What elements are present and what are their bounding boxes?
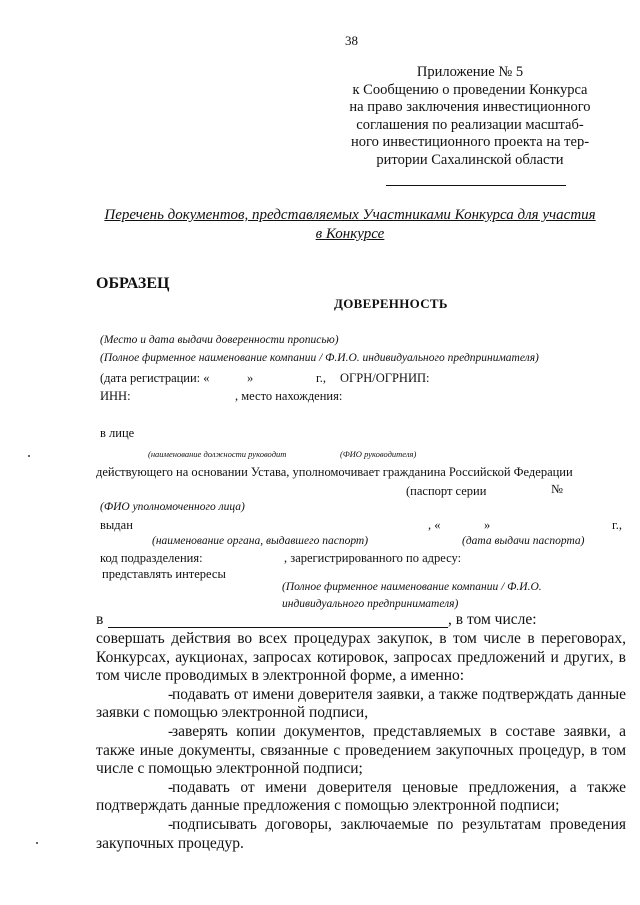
represented-company-hint-2: индивидуального предпринимателя)	[282, 598, 459, 610]
list-dash: -	[168, 778, 174, 796]
issue-date-open: , «	[428, 518, 441, 532]
appendix-line: ного инвестиционного проекта на тер-	[350, 134, 590, 151]
power-item	[96, 779, 626, 816]
passport-number-label: №	[551, 482, 563, 496]
in-organization-prefix: в	[96, 611, 104, 628]
acting-basis-text: действующего на основании Устава, уполномочивает гражданина Российской Федерации	[96, 465, 573, 479]
head-position-hint: (наименование должности руководит	[148, 449, 287, 459]
sample-label: ОБРАЗЕЦ	[96, 275, 170, 292]
place-date-hint: (Место и дата выдачи доверенности прописью)	[100, 334, 339, 346]
registration-date-close: »	[247, 371, 254, 385]
appendix-signature-line	[386, 185, 566, 186]
organization-blank-line	[108, 627, 448, 628]
list-title	[70, 206, 630, 244]
in-person-label: в лице	[100, 426, 135, 440]
power-item	[96, 686, 626, 723]
list-dash: -	[168, 685, 174, 703]
scan-speck	[28, 455, 30, 457]
list-title-line2: в Конкурсе	[315, 226, 385, 242]
power-item	[96, 816, 626, 853]
appendix-header	[330, 64, 610, 170]
head-name-hint: (ФИО руководителя)	[340, 449, 417, 459]
location-label: , место нахождения:	[235, 389, 343, 403]
power-item-text: подавать от имени доверителя заявки, а также подтверждать данные заявки с помощью электронной подписи,	[96, 685, 626, 722]
document-title: ДОВЕРЕННОСТЬ	[334, 296, 448, 311]
appendix-line: ритории Сахалинской области	[376, 151, 564, 168]
issue-year-label: г.,	[612, 518, 622, 532]
ogrn-label: ОГРН/ОГРНИП:	[340, 371, 430, 385]
registration-year-label: г.,	[316, 371, 326, 385]
list-title-line1: Перечень документов, представляемых Участниками Конкурса для участия	[104, 207, 596, 223]
appendix-line: Приложение № 5	[416, 64, 524, 80]
issuer-org-hint: (наименование органа, выдавшего паспорт)	[152, 535, 369, 547]
represented-company-hint-1: (Полное фирменное наименование компании / Ф.И.О.	[282, 581, 542, 593]
powers-text	[96, 630, 626, 853]
issued-label: выдан	[100, 518, 133, 532]
passport-series-label: (паспорт серии	[406, 484, 487, 498]
power-item-text: подавать от имени доверителя ценовые предложения, а также подтверждать данные предложения с помощью электронной подписи;	[96, 778, 626, 815]
scan-speck	[36, 842, 38, 844]
registration-date-label: (дата регистрации: «	[100, 371, 210, 385]
issue-date-hint: (дата выдачи паспорта)	[462, 535, 585, 547]
page-number: 38	[345, 33, 358, 48]
power-item	[96, 723, 626, 779]
appendix-line: соглашения по реализации масштаб-	[356, 116, 584, 133]
appendix-line: на право заключения инвестиционного	[349, 99, 591, 116]
list-dash: -	[168, 815, 174, 833]
issue-date-close: »	[484, 518, 491, 532]
represent-interests-label: представлять интересы	[102, 567, 226, 581]
powers-intro: совершать действия во всех процедурах закупок, в том числе в переговорах, Конкурсах, аукционах, запросах котировок, запросах предложений и других, в том числе проводимых в электронной форме, а именно:	[96, 630, 626, 685]
appendix-line: к Сообщению о проведении Конкурса	[352, 81, 588, 98]
authorized-person-hint: (ФИО уполномоченного лица)	[100, 501, 245, 513]
inn-label: ИНН:	[100, 389, 131, 403]
registered-address-label: , зарегистрированного по адресу:	[284, 551, 462, 565]
in-organization-suffix: , в том числе:	[448, 611, 537, 628]
power-item-text: заверять копии документов, представляемых в составе заявки, а также иные документы, связанные с проведением закупочных процедур, в том числе с помощью электронной подписи;	[96, 722, 626, 778]
subdivision-code-label: код подразделения:	[100, 551, 203, 565]
power-item-text: подписывать договоры, заключаемые по результатам проведения закупочных процедур.	[96, 815, 626, 852]
company-name-hint: (Полное фирменное наименование компании / Ф.И.О. индивидуального предпринимателя)	[100, 352, 539, 364]
list-dash: -	[168, 722, 174, 740]
